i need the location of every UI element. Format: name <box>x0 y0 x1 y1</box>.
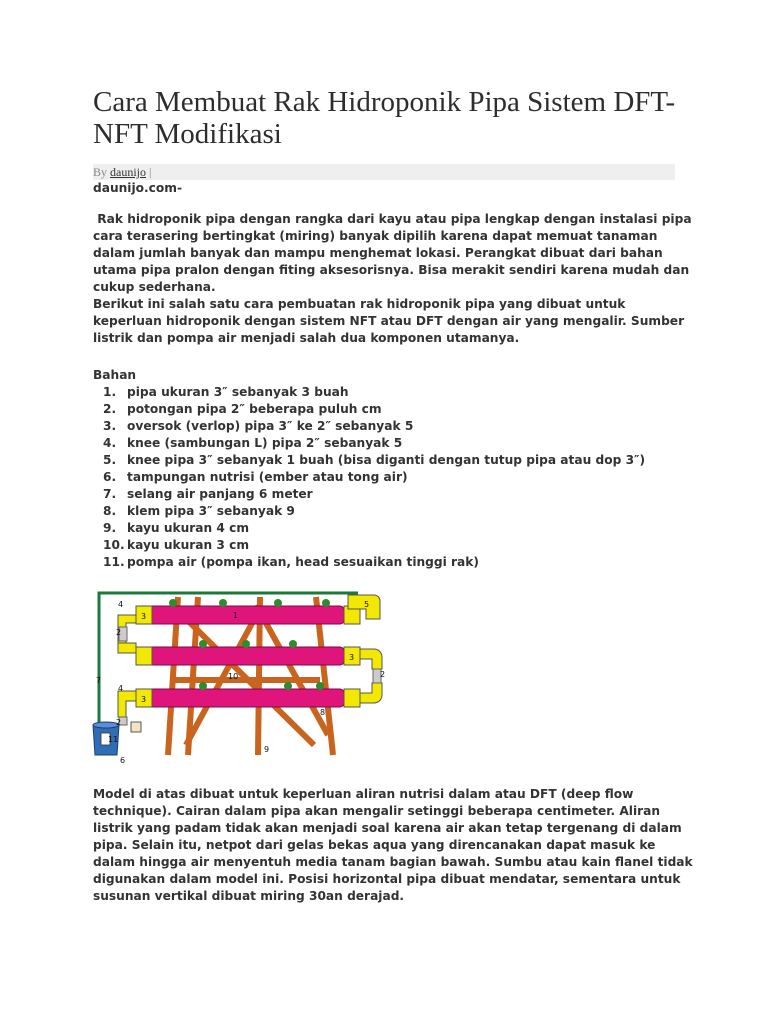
list-text: tampungan nutrisi (ember atau tong air) <box>127 470 408 484</box>
list-number: 8. <box>103 504 117 518</box>
list-text: potongan pipa 2″ beberapa puluh cm <box>127 402 382 416</box>
intro-paragraph-2: Berikut ini salah satu cara pembuatan rak hidroponik pipa yang dibuat untuk keperluan hidroponik dengan sistem NFT atau DFT dengan air yang mengalir. Sumber listrik dan pompa air menjadi salah dua komponen utamanya. <box>93 297 685 345</box>
label-wood-3cm: 10 <box>228 672 239 681</box>
reducer-fitting <box>136 647 152 665</box>
list-text: pompa air (pompa ikan, head sesuaikan tinggi rak) <box>127 555 479 569</box>
list-number: 3. <box>103 419 117 433</box>
byline-separator: | <box>149 165 152 179</box>
elbow-2in <box>360 683 382 703</box>
label-short-pipe: 2 <box>116 628 122 637</box>
bahan-heading: Bahan <box>93 368 137 382</box>
label-clamp: 8 <box>320 708 326 717</box>
bahan-list <box>93 384 693 571</box>
label-short-pipe: 2 <box>380 670 386 679</box>
list-item <box>93 418 693 435</box>
page-title: Cara Membuat Rak Hidroponik Pipa Sistem DFT-NFT Modifikasi <box>93 86 676 150</box>
list-text: klem pipa 3″ sebanyak 9 <box>127 504 295 518</box>
list-item <box>93 401 693 418</box>
list-item <box>93 503 693 520</box>
label-elbow-3in: 5 <box>364 600 370 609</box>
list-number: 11. <box>103 555 125 569</box>
plug-icon <box>131 722 141 732</box>
byline <box>93 164 675 180</box>
elbow-2in <box>360 649 382 669</box>
intro-paragraph-1: Rak hidroponik pipa dengan rangka dari kayu atau pipa lengkap dengan instalasi pipa cara terasering bertingkat (miring) banyak dipilih karena dapat memuat tanaman dalam jumlah banyak dan mampu menghemat lokasi. Perangkat dibuat dari bahan utama pipa pralon dengan fiting aksesorisnya. Bisa merakit sendiri karena mudah dan cukup sederhana. <box>93 212 696 294</box>
list-item <box>93 435 693 452</box>
body-paragraph <box>93 786 693 905</box>
list-item <box>93 486 693 503</box>
short-pipes <box>119 627 381 725</box>
pipes <box>148 606 344 707</box>
list-item <box>93 384 693 401</box>
byline-prefix: By <box>93 165 108 179</box>
list-number: 4. <box>103 436 117 450</box>
list-text: oversok (verlop) pipa 3″ ke 2″ sebanyak 5 <box>127 419 414 433</box>
label-hose: 7 <box>96 676 102 685</box>
pipe-bottom <box>148 689 344 707</box>
elbow-2in <box>118 691 136 717</box>
list-text: knee pipa 3″ sebanyak 1 buah (bisa diganti dengan tutup pipa atau dop 3″) <box>127 453 646 467</box>
list-item <box>93 520 693 537</box>
list-number: 5. <box>103 453 117 467</box>
list-text: kayu ukuran 4 cm <box>127 521 250 535</box>
list-text: knee (sambungan L) pipa 2″ sebanyak 5 <box>127 436 403 450</box>
list-item <box>93 452 693 469</box>
site-name: daunijo.com- <box>93 181 183 195</box>
list-number: 10. <box>103 538 125 552</box>
label-elbow: 4 <box>118 684 124 693</box>
list-number: 9. <box>103 521 117 535</box>
label-wood-4cm: 9 <box>264 745 270 754</box>
label-reducer: 3 <box>349 653 355 662</box>
list-item <box>93 554 693 571</box>
list-number: 1. <box>103 385 117 399</box>
label-reducer: 3 <box>141 612 147 621</box>
list-number: 7. <box>103 487 117 501</box>
list-number: 6. <box>103 470 117 484</box>
list-text: kayu ukuran 3 cm <box>127 538 250 552</box>
author-link[interactable]: daunijo <box>110 165 147 179</box>
intro-text <box>93 211 696 347</box>
label-short-pipe: 2 <box>116 718 122 727</box>
list-text: pipa ukuran 3″ sebanyak 3 buah <box>127 385 349 399</box>
label-elbow: 4 <box>118 600 124 609</box>
pipe-top <box>148 606 344 624</box>
description-paragraph: Model di atas dibuat untuk keperluan aliran nutrisi dalam atau DFT (deep flow technique). Cairan dalam pipa akan mengalir setinggi beberapa centimeter. Aliran listrik yang padam tidak akan menjadi soal karena air akan tetap tergenang di dalam pipa. Selain itu, netpot dari gelas bekas aqua yang direncanakan dapat masuk ke dalam hingga air menyentuh media tanam bagian bawah. Sumbu atau kain flanel tidak digunakan dalam model ini. Posisi horizontal pipa dibuat mendatar, sementara untuk susunan vertikal dibuat miring 30an derajad. <box>93 787 693 903</box>
list-item <box>93 537 693 554</box>
list-text: selang air panjang 6 meter <box>127 487 313 501</box>
elbow-2in <box>118 643 136 653</box>
list-number: 2. <box>103 402 117 416</box>
list-item <box>93 469 693 486</box>
reducer-fitting <box>344 689 360 707</box>
label-reducer: 3 <box>141 695 147 704</box>
label-pipe: 1 <box>233 611 239 620</box>
label-bucket: 6 <box>120 756 126 765</box>
label-pump: 11 <box>108 735 119 744</box>
pipe-middle <box>148 647 344 665</box>
hydroponic-rack-diagram <box>88 585 400 770</box>
